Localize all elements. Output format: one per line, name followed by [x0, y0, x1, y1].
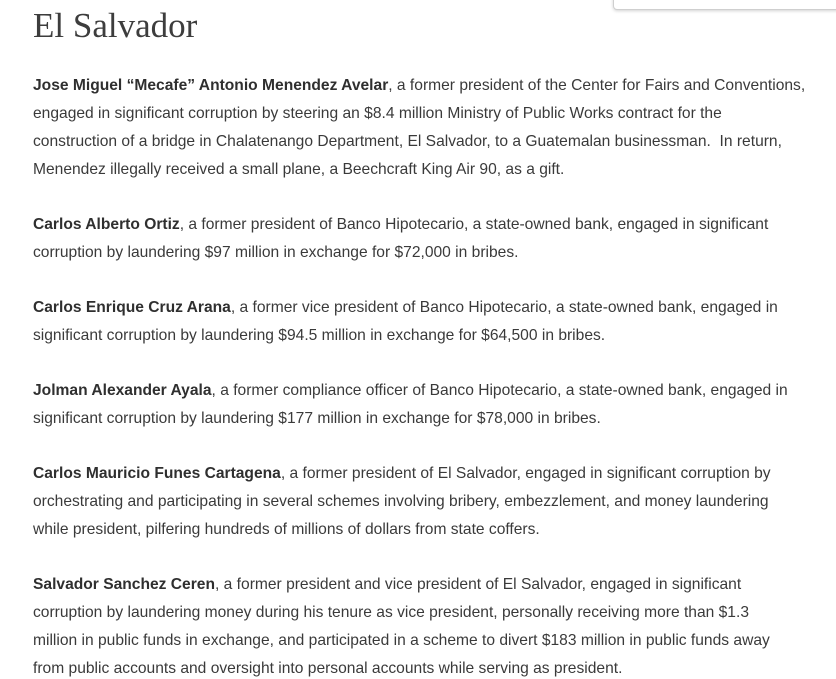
- entry-name: Jolman Alexander Ayala: [33, 382, 212, 399]
- entry-paragraph: [33, 72, 836, 184]
- entry-text-line: , a former president of El Salvador, engaged in significant corruption by: [280, 465, 771, 482]
- entry-text-line: significant corruption by laundering $94.5 million in exchange for $64,500 in bribes.: [33, 327, 606, 344]
- entry-paragraph: [33, 377, 836, 433]
- entry-text-line: , a former compliance officer of Banco Hipotecario, a state-owned bank, engaged in: [211, 382, 788, 399]
- overlay-panel-edge: [613, 0, 836, 10]
- entry-text-line: while president, pilfering hundreds of millions of dollars from state coffers.: [33, 521, 540, 538]
- entry-text-line: corruption by laundering $97 million in exchange for $72,000 in bribes.: [33, 244, 519, 261]
- entry-paragraph: [33, 460, 836, 544]
- entry-text-line: , a former president and vice president of El Salvador, engaged in significant: [215, 576, 742, 593]
- entry-text-line: corruption by laundering money during his tenure as vice president, personally receiving more than $1.3: [33, 604, 749, 621]
- entry-text-line: , a former president of Banco Hipotecario, a state-owned bank, engaged in significant: [179, 216, 769, 233]
- entry-paragraph: [33, 211, 836, 267]
- entry-text-line: from public accounts and oversight into personal accounts while serving as president.: [33, 660, 623, 677]
- entry-text-line: , a former vice president of Banco Hipotecario, a state-owned bank, engaged in: [230, 299, 778, 316]
- entry-text-line: engaged in significant corruption by steering an $8.4 million Ministry of Public Works contract for the: [33, 105, 722, 122]
- entry-text-line: construction of a bridge in Chalatenango Department, El Salvador, to a Guatemalan businessman. In return,: [33, 133, 782, 150]
- entries-list: [33, 72, 836, 679]
- entry-paragraph: [33, 294, 836, 350]
- entry-paragraph: [33, 571, 836, 679]
- entry-text-line: , a former president of the Center for Fairs and Conventions,: [388, 77, 806, 94]
- entry-text-line: orchestrating and participating in several schemes involving bribery, embezzlement, and money laundering: [33, 493, 769, 510]
- page-title: El Salvador: [33, 6, 198, 45]
- entry-name: Jose Miguel “Mecafe” Antonio Menendez Avelar: [33, 77, 389, 94]
- entry-name: Carlos Enrique Cruz Arana: [33, 299, 231, 316]
- entry-text-line: significant corruption by laundering $177 million in exchange for $78,000 in bribes.: [33, 410, 601, 427]
- entry-name: Salvador Sanchez Ceren: [33, 576, 216, 593]
- entry-name: Carlos Alberto Ortiz: [33, 216, 180, 233]
- entry-text-line: million in public funds in exchange, and participated in a scheme to divert $183 million in public funds away: [33, 632, 770, 649]
- entry-text-line: Menendez illegally received a small plane, a Beechcraft King Air 90, as a gift.: [33, 161, 565, 178]
- entry-name: Carlos Mauricio Funes Cartagena: [33, 465, 281, 482]
